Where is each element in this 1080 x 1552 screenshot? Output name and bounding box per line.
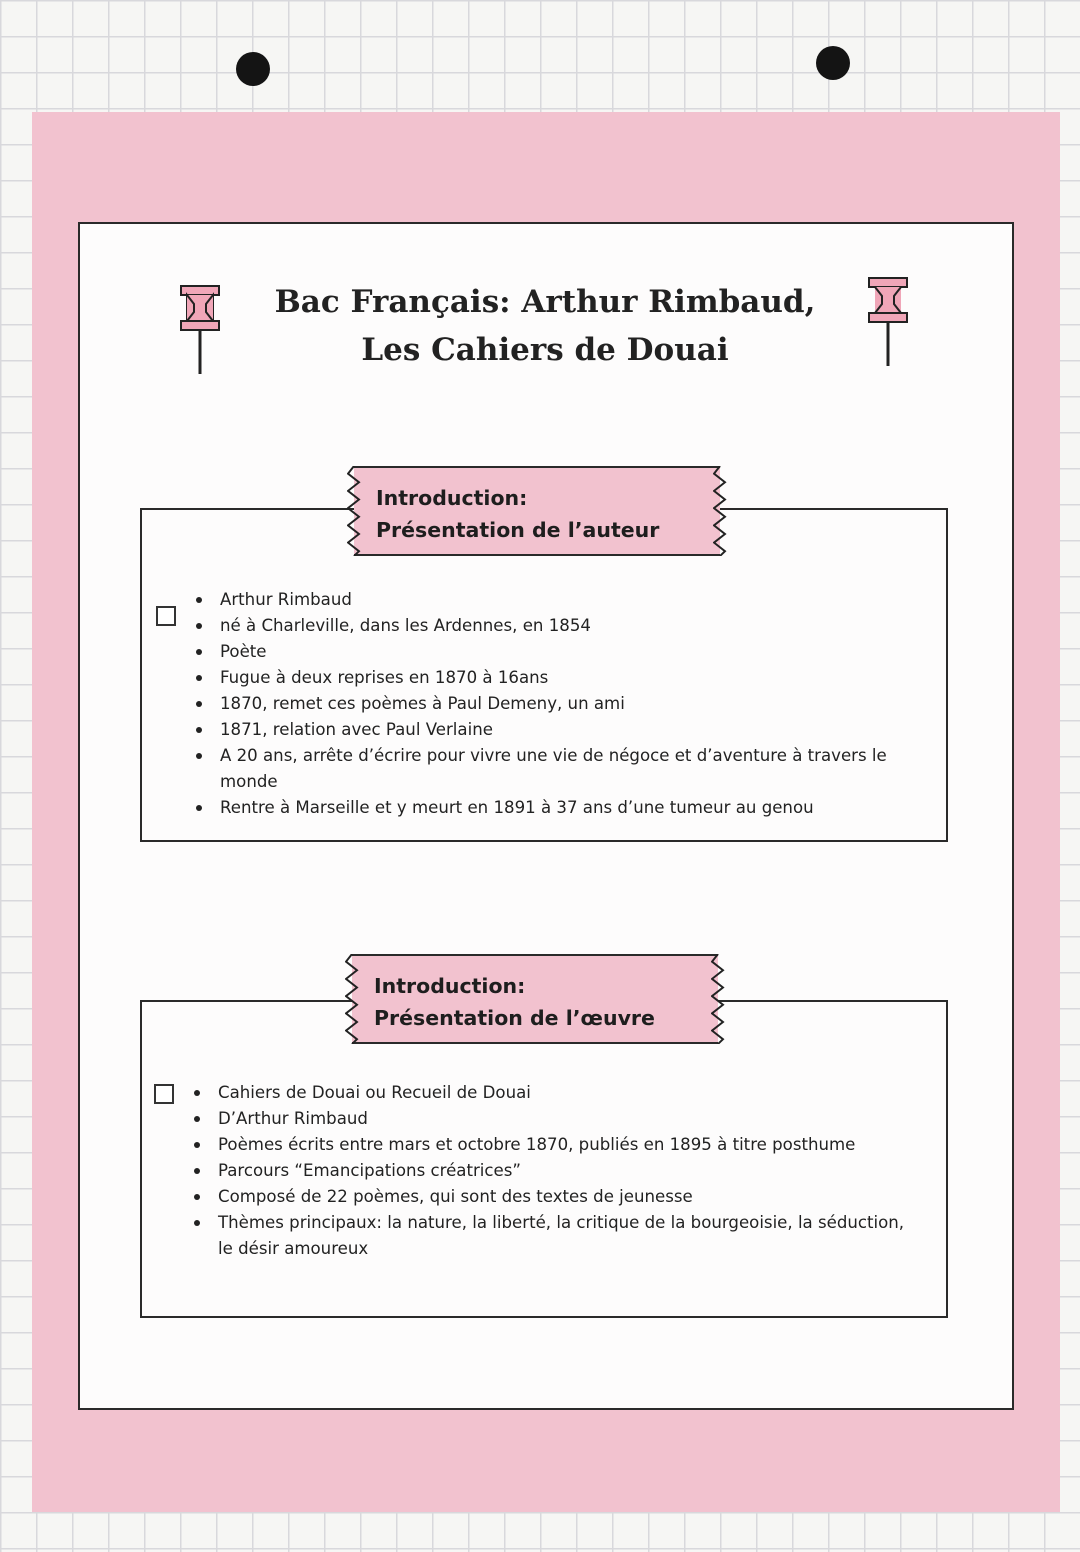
list-item: né à Charleville, dans les Ardennes, en 1854 (196, 613, 916, 639)
binder-hole-left (236, 52, 270, 86)
work-bullet-list (194, 1080, 918, 1262)
section-author-checkbox[interactable] (156, 606, 176, 626)
list-item: Poète (196, 639, 916, 665)
author-bullet-list (196, 587, 916, 821)
section-author-tag-line1: Introduction: (376, 486, 528, 510)
zigzag-edge (711, 954, 725, 1044)
zigzag-edge (713, 466, 727, 556)
binder-hole-right (816, 46, 850, 80)
list-item: Rentre à Marseille et y meurt en 1891 à 37 ans d’une tumeur au genou (196, 795, 916, 821)
list-item: Poèmes écrits entre mars et octobre 1870, publiés en 1895 à titre posthume (194, 1132, 918, 1158)
list-item: 1871, relation avec Paul Verlaine (196, 717, 916, 743)
section-work-tag-line2: Présentation de l’œuvre (374, 1006, 655, 1030)
section-work-tag (352, 954, 718, 1044)
list-item: Composé de 22 poèmes, qui sont des textes de jeunesse (194, 1184, 918, 1210)
list-item: Parcours “Emancipations créatrices” (194, 1158, 918, 1184)
section-author-tag-line2: Présentation de l’auteur (376, 518, 660, 542)
list-item: 1870, remet ces poèmes à Paul Demeny, un ami (196, 691, 916, 717)
list-item: D’Arthur Rimbaud (194, 1106, 918, 1132)
list-item: Cahiers de Douai ou Recueil de Douai (194, 1080, 918, 1106)
title-line-2: Les Cahiers de Douai (361, 332, 729, 368)
list-item: Fugue à deux reprises en 1870 à 16ans (196, 665, 916, 691)
list-item: Arthur Rimbaud (196, 587, 916, 613)
section-author-tag (354, 466, 720, 556)
page-title (200, 278, 890, 374)
title-line-1: Bac Français: Arthur Rimbaud, (274, 284, 816, 320)
section-work-checkbox[interactable] (154, 1084, 174, 1104)
list-item: A 20 ans, arrête d’écrire pour vivre une vie de négoce et d’aventure à travers le monde (196, 743, 916, 795)
zigzag-edge (347, 466, 361, 556)
list-item: Thèmes principaux: la nature, la liberté, la critique de la bourgeoisie, la séduction, le désir amoureux (194, 1210, 918, 1262)
zigzag-edge (345, 954, 359, 1044)
section-work-tag-line1: Introduction: (374, 974, 526, 998)
